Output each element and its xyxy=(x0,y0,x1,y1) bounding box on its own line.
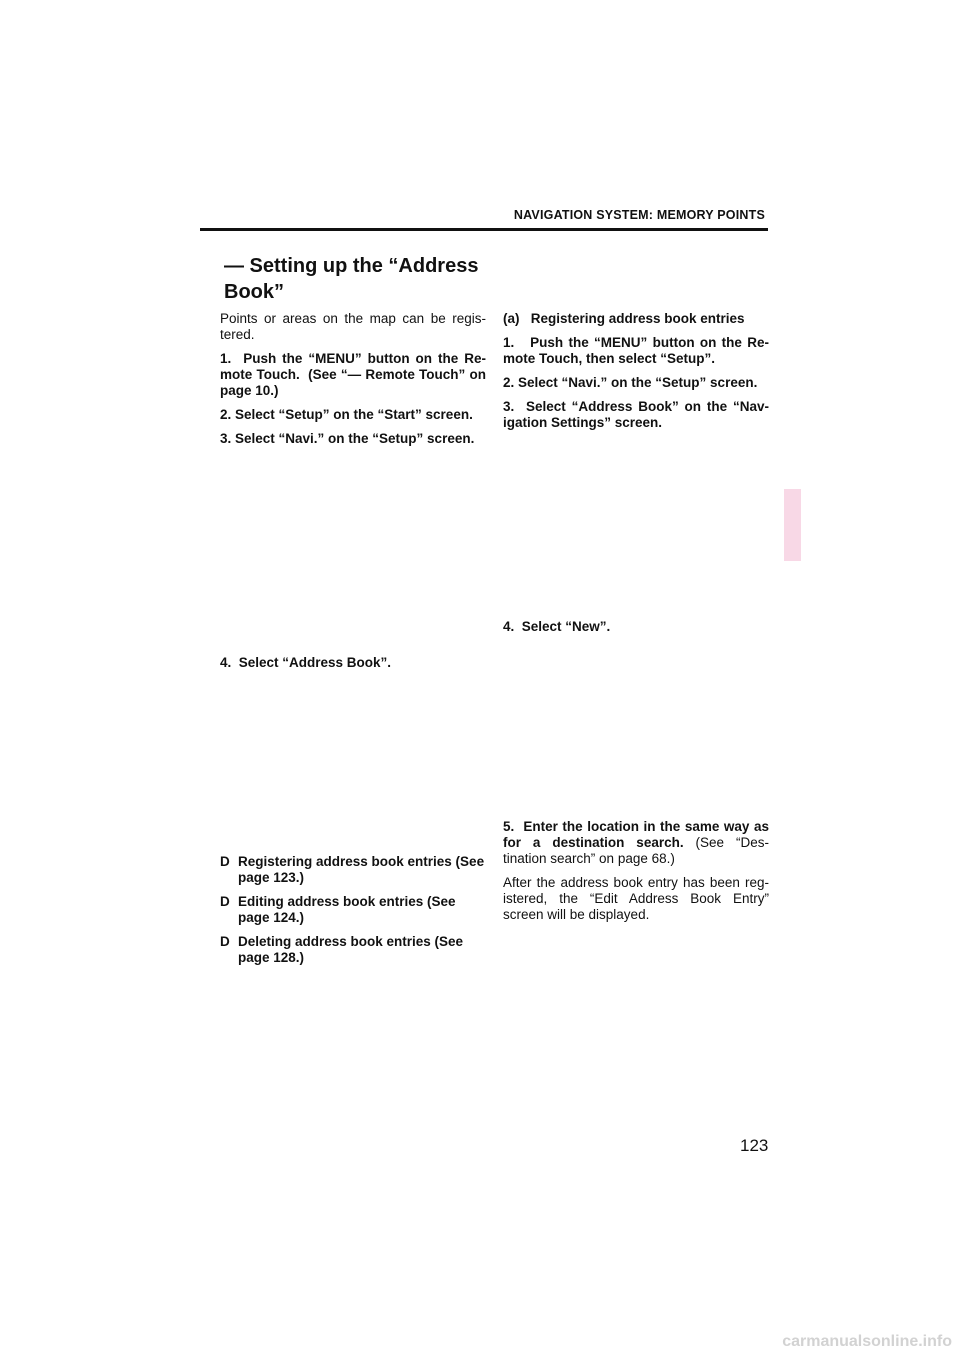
bullet-list xyxy=(220,854,490,974)
bullet-item xyxy=(220,854,490,886)
running-header: NAVIGATION SYSTEM: MEMORY POINTS xyxy=(513,208,765,222)
right-after-text: After the address book entry has been reg-istered, the “Edit Address Book Entry” screen will be displayed. xyxy=(503,875,769,922)
intro-text: Points or areas on the map can be regis-tered. xyxy=(220,311,486,342)
chapter-side-tab xyxy=(784,489,801,561)
bullet-text: Deleting address book entries (See page 128.) xyxy=(238,934,464,965)
header-rule xyxy=(200,228,768,231)
left-column xyxy=(220,311,486,455)
right-subheading: (a) Registering address book entries xyxy=(503,311,745,326)
section-heading: — Setting up the “Address Book” xyxy=(224,255,479,303)
bullet-symbol: D xyxy=(220,934,230,949)
right-step-4: 4. Select “New”. xyxy=(503,619,611,634)
bullet-text: Editing address book entries (See page 124.) xyxy=(238,894,456,925)
bullet-symbol: D xyxy=(220,854,230,869)
right-step-5-ref: (See “Des-tination search” on page 68.) xyxy=(503,835,769,866)
right-step-5 xyxy=(503,819,769,867)
bullet-text: Registering address book entries (See page 123.) xyxy=(238,854,485,885)
left-step-1: 1. Push the “MENU” button on the Re-mote Touch. (See “— Remote Touch” on page 10.) xyxy=(220,351,486,398)
right-step-3: 3. Select “Address Book” on the “Nav-igation Settings” screen. xyxy=(503,399,769,430)
bullet-symbol: D xyxy=(220,894,230,909)
right-step-5-bold: 5. Enter the location in the same way as for a destination search. xyxy=(503,819,769,850)
left-step-4: 4. Select “Address Book”. xyxy=(220,655,392,670)
right-step-1: 1. Push the “MENU” button on the Re-mote Touch, then select “Setup”. xyxy=(503,335,769,366)
right-column-lower xyxy=(503,819,769,931)
page-number: 123 xyxy=(740,1136,769,1155)
left-step-3: 3. Select “Navi.” on the “Setup” screen. xyxy=(220,431,475,446)
watermark-text: carmanualsonline.info xyxy=(782,1333,952,1350)
left-step-2: 2. Select “Setup” on the “Start” screen. xyxy=(220,407,473,422)
bullet-item xyxy=(220,894,490,926)
right-step-2: 2. Select “Navi.” on the “Setup” screen. xyxy=(503,375,758,390)
bullet-item xyxy=(220,934,490,966)
right-column xyxy=(503,311,769,439)
